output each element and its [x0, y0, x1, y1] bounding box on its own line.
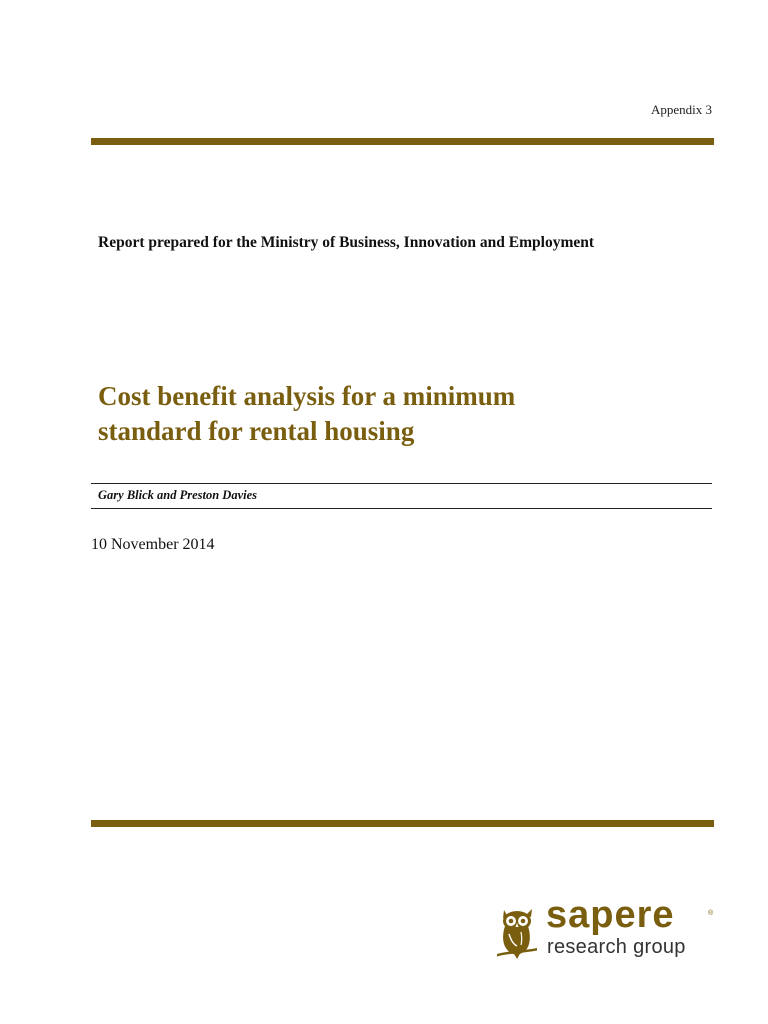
report-title-line-2: standard for rental housing	[98, 416, 415, 446]
top-accent-rule	[91, 138, 714, 145]
authors-rule-top	[91, 483, 712, 484]
authors: Gary Blick and Preston Davies	[98, 488, 258, 502]
bottom-accent-rule	[91, 820, 714, 827]
logo-tagline: research group	[547, 936, 686, 958]
report-date: 10 November 2014	[91, 536, 215, 553]
sapere-logo	[495, 894, 720, 964]
report-title	[98, 379, 658, 449]
report-title-line-1: Cost benefit analysis for a minimum	[98, 381, 516, 411]
authors-rule-bottom	[91, 508, 712, 509]
registered-mark: ®	[708, 910, 714, 917]
logo-wordmark: sapere	[546, 894, 675, 936]
owl-icon	[495, 904, 543, 960]
prepared-for-line: Report prepared for the Ministry of Business, Innovation and Employment	[98, 234, 595, 251]
appendix-label: Appendix 3	[650, 102, 712, 117]
